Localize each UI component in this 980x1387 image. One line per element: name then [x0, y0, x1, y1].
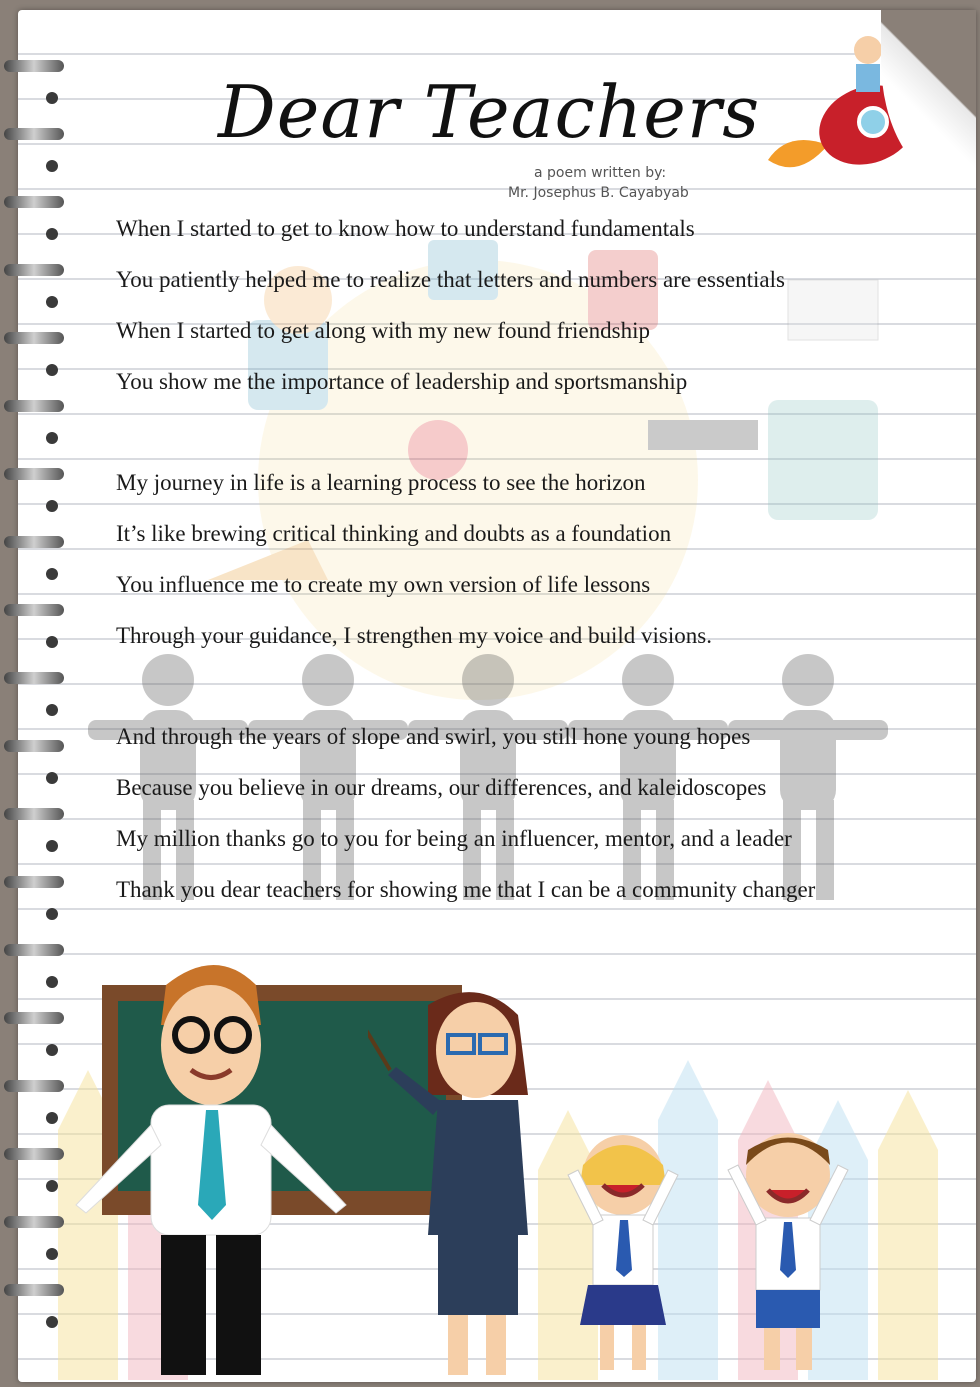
poem-line: Thank you dear teachers for showing me that I can be a community changer: [116, 877, 816, 902]
poem-stanza-3: [116, 718, 966, 922]
author-name: Mr. Josephus B. Cayabyab: [508, 185, 689, 201]
subtitle-line: a poem written by:: [534, 165, 667, 181]
poem-stanza-1: [116, 210, 966, 414]
boy-student-illustration: [708, 1120, 868, 1380]
female-teacher-illustration: [368, 985, 568, 1385]
poem-line: When I started to get along with my new found friendship: [116, 318, 650, 343]
poem-line: You influence me to create my own version of life lessons: [116, 572, 651, 597]
girl-student-illustration: [548, 1125, 698, 1385]
author-credit: [508, 163, 768, 203]
poem-line: Through your guidance, I strengthen my voice and build visions.: [116, 623, 712, 648]
poem-line: It’s like brewing critical thinking and doubts as a foundation: [116, 521, 672, 546]
poem-line: You patiently helped me to realize that letters and numbers are essentials: [116, 267, 785, 292]
poem-line: When I started to get to know how to understand fundamentals: [116, 216, 695, 241]
poem-line: You show me the importance of leadership and sportsmanship: [116, 369, 688, 394]
male-teacher-illustration: [56, 945, 356, 1385]
poem-line: My journey in life is a learning process to see the horizon: [116, 470, 646, 495]
poem-line: And through the years of slope and swirl, you still hone young hopes: [116, 724, 751, 749]
poem-line: My million thanks go to you for being an influencer, mentor, and a leader: [116, 826, 792, 851]
spiral-binding: [0, 60, 70, 1360]
poem-body: [116, 210, 966, 972]
poem-stanza-2: [116, 464, 966, 668]
page-title: Dear Teachers: [218, 70, 761, 154]
poem-line: Because you believe in our dreams, our differences, and kaleidoscopes: [116, 775, 767, 800]
